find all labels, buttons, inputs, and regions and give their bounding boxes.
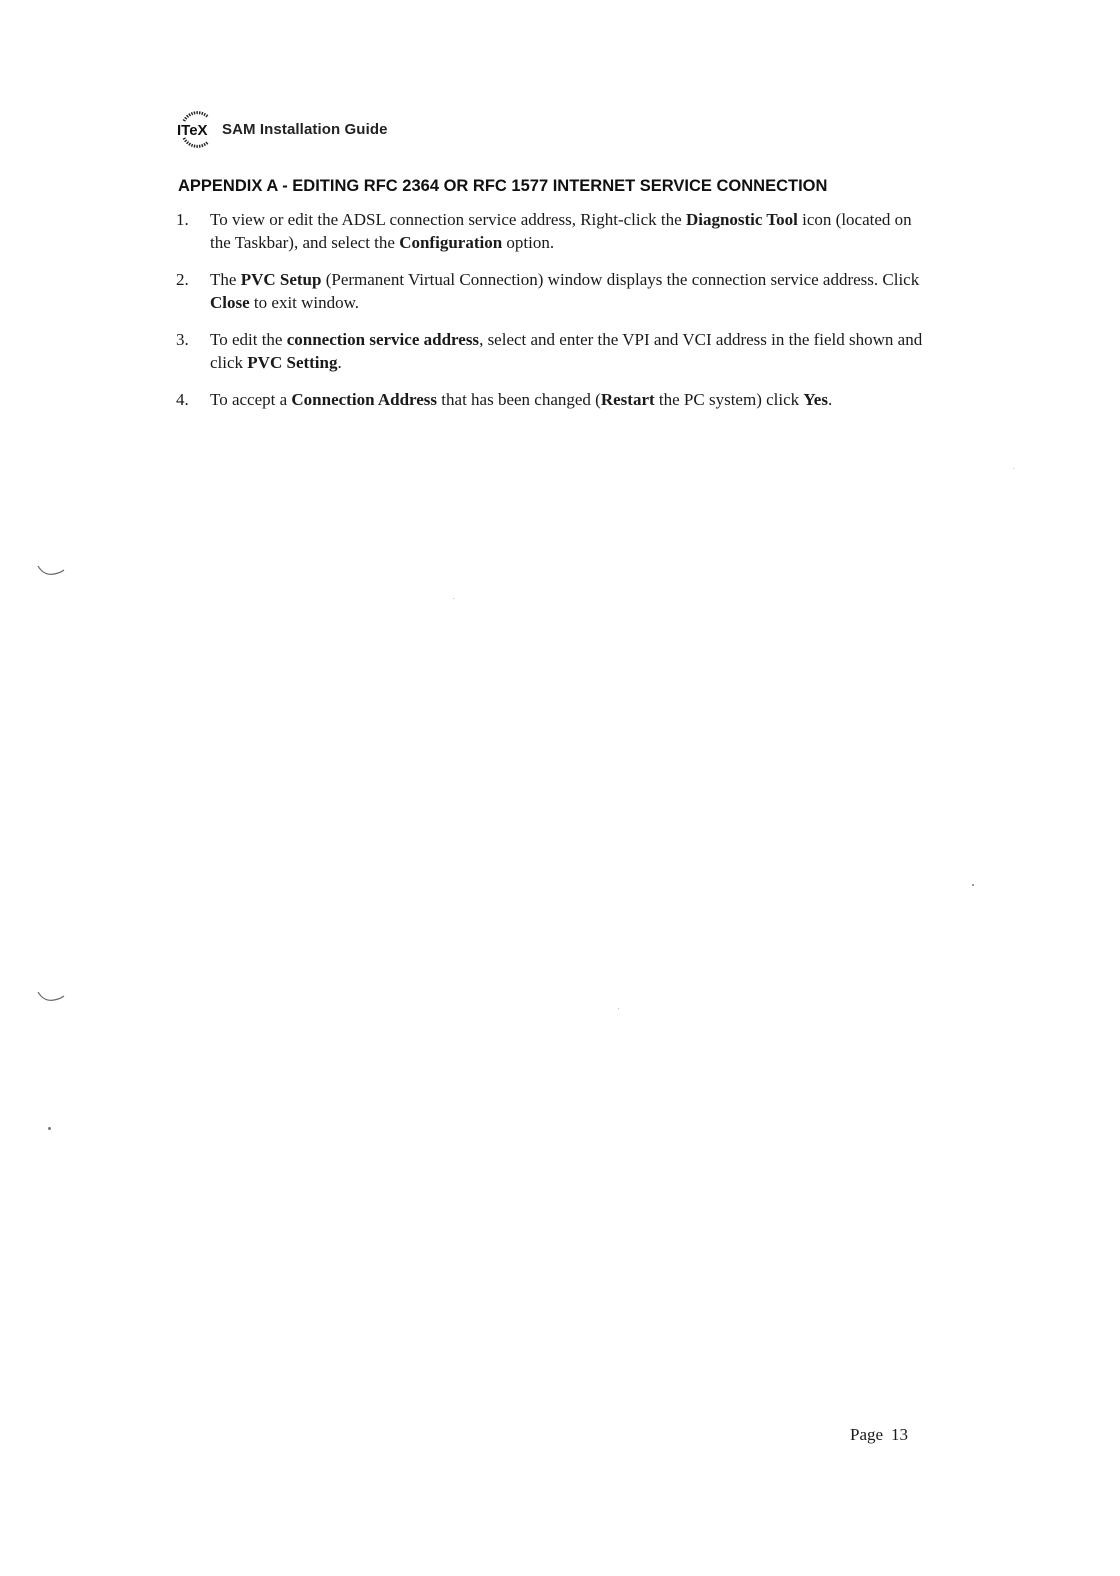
step-number: 4.	[176, 390, 189, 409]
itex-logo-icon	[176, 108, 218, 150]
page-number: 13	[891, 1425, 909, 1444]
step-text-run: option.	[502, 233, 555, 252]
step-text-run: To edit the	[210, 330, 287, 349]
scan-mark-upper	[36, 562, 68, 578]
step-text	[210, 388, 936, 411]
step-text-emphasis: Connection Address	[291, 390, 438, 409]
step-text-emphasis: PVC Setup	[240, 270, 322, 289]
page-label: Page	[850, 1425, 884, 1444]
instruction-step	[176, 328, 936, 374]
step-text	[210, 268, 936, 314]
step-text-run: .	[337, 353, 342, 372]
scan-speck	[618, 1008, 619, 1009]
scan-speck	[453, 598, 454, 599]
instruction-list	[176, 208, 936, 425]
step-text-run: .	[827, 390, 833, 409]
step-text-run: icon (located on the Taskbar), and select the	[210, 210, 912, 252]
step-text	[210, 208, 936, 254]
step-text-emphasis: Diagnostic Tool	[685, 210, 798, 229]
logo-text: ITeX	[177, 122, 208, 139]
step-text-run: (Permanent Virtual Connection) window displays the connection service address. Click	[321, 270, 920, 289]
step-text-run: To view or edit the ADSL connection service address, Right-click the	[210, 210, 686, 229]
step-text-emphasis: Close	[210, 293, 250, 312]
step-text-emphasis: Yes	[803, 390, 828, 409]
scan-mark-lower	[36, 988, 68, 1004]
header-title: SAM Installation Guide	[222, 120, 388, 138]
page-footer	[850, 1425, 908, 1445]
instruction-step	[176, 388, 936, 411]
instruction-step	[176, 268, 936, 314]
scan-speck	[1013, 468, 1014, 469]
document-header	[176, 107, 388, 151]
step-number: 1.	[176, 210, 189, 229]
step-text-emphasis: Restart	[600, 390, 655, 409]
instruction-step	[176, 208, 936, 254]
scan-speck	[972, 884, 974, 886]
appendix-title: APPENDIX A - EDITING RFC 2364 OR RFC 1577 INTERNET SERVICE CONNECTION	[178, 177, 828, 195]
step-text-emphasis: Configuration	[399, 233, 503, 252]
step-text-emphasis: PVC Setting	[247, 353, 338, 372]
step-text-run: to exit window.	[249, 293, 360, 312]
step-number: 3.	[176, 330, 189, 349]
step-number: 2.	[176, 270, 189, 289]
step-text	[210, 328, 936, 374]
step-text-run: that has been changed (	[437, 390, 601, 409]
step-text-run: To accept a	[210, 390, 292, 409]
step-text-emphasis: connection service address	[286, 330, 480, 349]
step-text-run: , select and enter the VPI and VCI address in the field shown and click	[210, 330, 923, 372]
step-text-run: The	[210, 270, 241, 289]
step-text-run: the PC system) click	[654, 390, 804, 409]
scan-speck	[48, 1127, 51, 1130]
